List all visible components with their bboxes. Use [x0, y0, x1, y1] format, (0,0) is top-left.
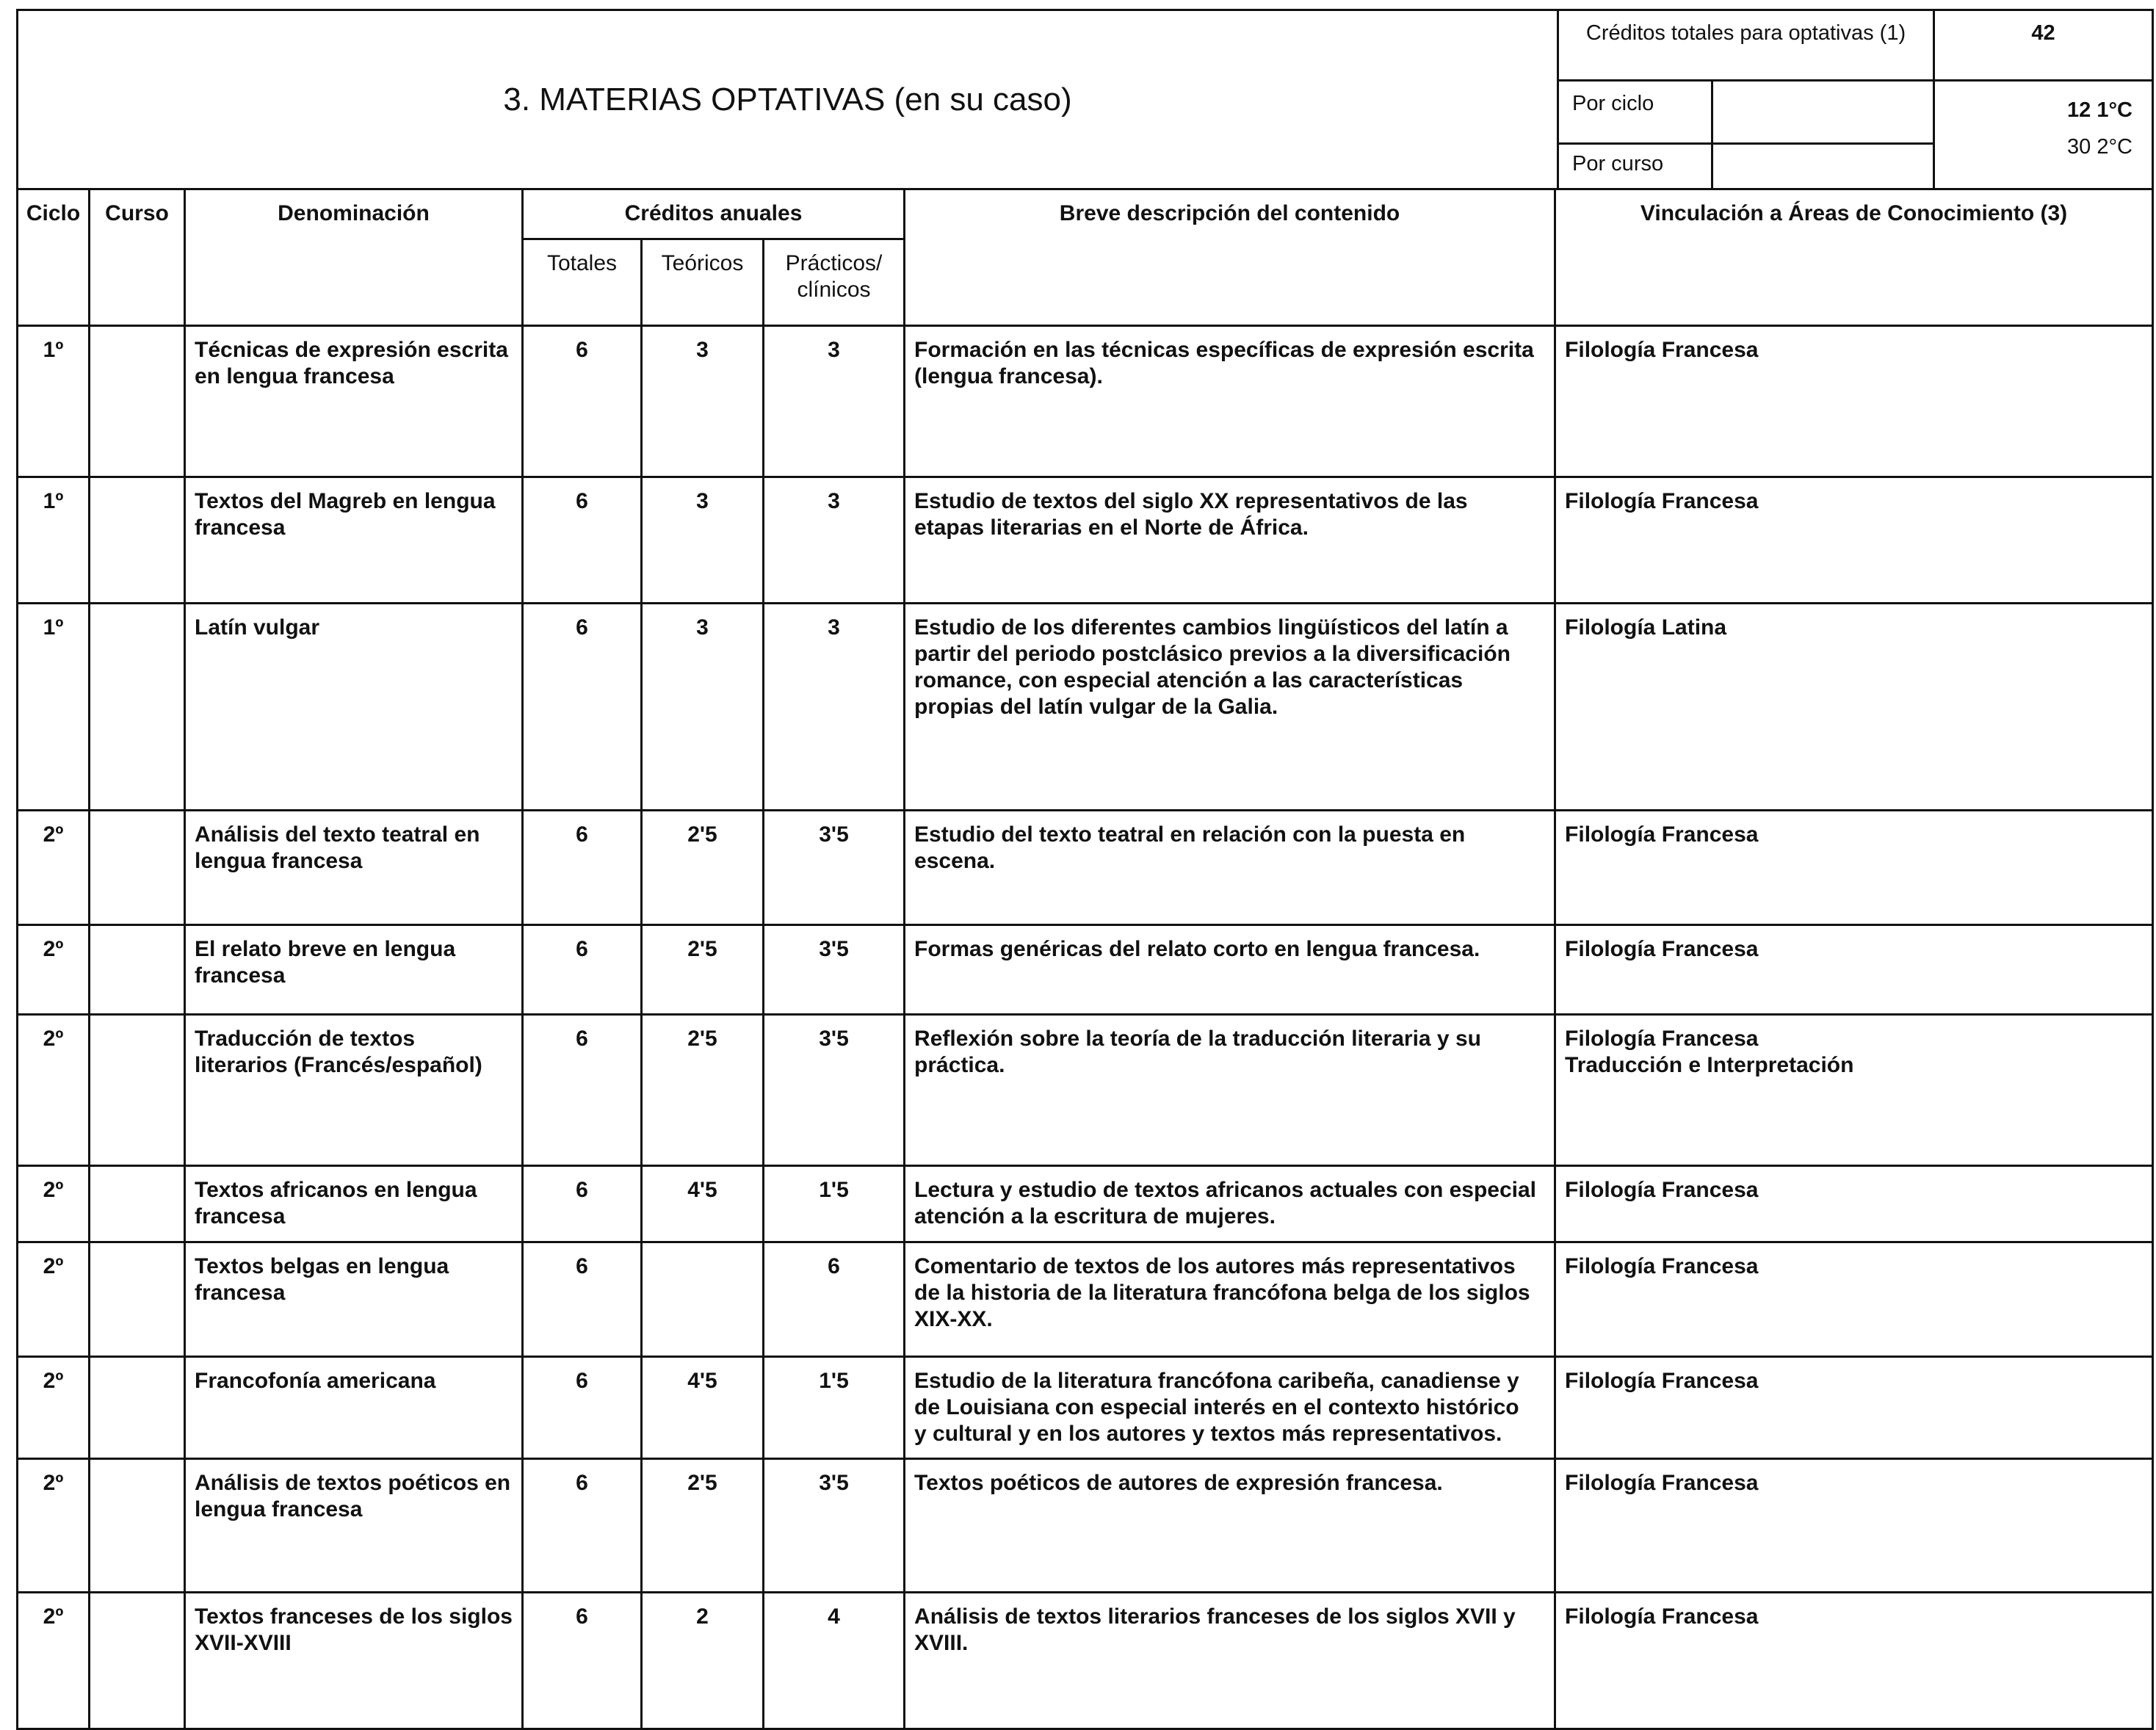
table-row	[18, 1593, 2153, 1729]
totales-cell: 6	[523, 1015, 642, 1166]
areas-cell: Filología Francesa	[1555, 1242, 2153, 1357]
curso-cell	[90, 811, 185, 925]
descripcion-cell: Formas genéricas del relato corto en lengua francesa.	[905, 925, 1555, 1015]
total-credits-value: 42	[1934, 10, 2153, 81]
col-vinculacion: Vinculación a Áreas de Conocimiento (3)	[1555, 189, 2153, 326]
curso-cell	[90, 1593, 185, 1729]
curso-cell	[90, 326, 185, 477]
areas-cell: Filología Francesa Traducción e Interpretación	[1555, 1015, 2153, 1166]
ciclo-cell: 1º	[18, 604, 90, 811]
practicos-cell: 4	[764, 1593, 905, 1729]
practicos-cell: 3'5	[764, 811, 905, 925]
table-row	[18, 326, 2153, 477]
areas-cell: Filología Francesa	[1555, 811, 2153, 925]
table-row	[18, 811, 2153, 925]
areas-cell: Filología Francesa	[1555, 1459, 2153, 1593]
practicos-cell: 3	[764, 604, 905, 811]
table-row	[18, 477, 2153, 604]
table-row	[18, 1166, 2153, 1242]
denominacion-cell: El relato breve en lengua francesa	[185, 925, 523, 1015]
practicos-cell: 3	[764, 477, 905, 604]
col-descripcion: Breve descripción del contenido	[905, 189, 1555, 326]
practicos-cell: 1'5	[764, 1166, 905, 1242]
denominacion-cell: Técnicas de expresión escrita en lengua francesa	[185, 326, 523, 477]
practicos-cell: 3	[764, 326, 905, 477]
teoricos-cell: 2	[642, 1593, 764, 1729]
totales-cell: 6	[523, 1242, 642, 1357]
areas-cell: Filología Francesa	[1555, 1166, 2153, 1242]
totales-cell: 6	[523, 326, 642, 477]
descripcion-cell: Lectura y estudio de textos africanos actuales con especial atención a la escritura de mujeres.	[905, 1166, 1555, 1242]
curso-cell	[90, 1015, 185, 1166]
teoricos-cell: 3	[642, 477, 764, 604]
ciclo-2-credits: 30 2°C	[2067, 135, 2133, 159]
denominacion-cell: Traducción de textos literarios (Francés/español)	[185, 1015, 523, 1166]
ciclo-cell: 1º	[18, 477, 90, 604]
col-teoricos: Teóricos	[642, 239, 764, 326]
col-ciclo: Ciclo	[18, 189, 90, 326]
table-row	[18, 1357, 2153, 1459]
totales-cell: 6	[523, 811, 642, 925]
total-credits-label: Créditos totales para optativas (1)	[1558, 10, 1934, 81]
teoricos-cell: 4'5	[642, 1357, 764, 1459]
subjects-rows	[18, 326, 2153, 1729]
denominacion-cell: Francofonía americana	[185, 1357, 523, 1459]
curso-cell	[90, 477, 185, 604]
curso-cell	[90, 1459, 185, 1593]
areas-cell: Filología Francesa	[1555, 925, 2153, 1015]
teoricos-cell	[642, 1242, 764, 1357]
table-row	[18, 1242, 2153, 1357]
por-ciclo-label: Por ciclo	[1558, 81, 1712, 144]
descripcion-cell: Análisis de textos literarios franceses de los siglos XVII y XVIII.	[905, 1593, 1555, 1729]
denominacion-cell: Análisis del texto teatral en lengua francesa	[185, 811, 523, 925]
denominacion-cell: Textos belgas en lengua francesa	[185, 1242, 523, 1357]
page-title: 3. MATERIAS OPTATIVAS (en su caso)	[18, 10, 1558, 189]
ciclo-credits-value	[1934, 81, 2153, 189]
col-denominacion: Denominación	[185, 189, 523, 326]
denominacion-cell: Textos del Magreb en lengua francesa	[185, 477, 523, 604]
por-curso-value	[1712, 144, 1934, 189]
por-ciclo-value	[1712, 81, 1934, 144]
totales-cell: 6	[523, 925, 642, 1015]
teoricos-cell: 3	[642, 326, 764, 477]
curso-cell	[90, 1357, 185, 1459]
ciclo-cell: 1º	[18, 326, 90, 477]
curso-cell	[90, 1166, 185, 1242]
descripcion-cell: Reflexión sobre la teoría de la traducción literaria y su práctica.	[905, 1015, 1555, 1166]
descripcion-cell: Estudio de los diferentes cambios lingüísticos del latín a partir del periodo postclásico previos a la diversificación romance, con especial atención a las características propias del latín vulgar de la Galia.	[905, 604, 1555, 811]
practicos-cell: 3'5	[764, 925, 905, 1015]
por-curso-label: Por curso	[1558, 144, 1712, 189]
teoricos-cell: 2'5	[642, 925, 764, 1015]
descripcion-cell: Estudio del texto teatral en relación con la puesta en escena.	[905, 811, 1555, 925]
subjects-table	[16, 188, 2154, 1730]
table-row	[18, 1015, 2153, 1166]
col-totales: Totales	[523, 239, 642, 326]
table-row	[18, 604, 2153, 811]
ciclo-cell: 2º	[18, 1166, 90, 1242]
header-table	[16, 9, 2154, 190]
ciclo-cell: 2º	[18, 1015, 90, 1166]
practicos-cell: 1'5	[764, 1357, 905, 1459]
totales-cell: 6	[523, 1593, 642, 1729]
ciclo-1-credits: 12 1°C	[2067, 98, 2133, 122]
col-creditos-anuales: Créditos anuales	[523, 189, 905, 239]
curso-cell	[90, 1242, 185, 1357]
practicos-cell: 6	[764, 1242, 905, 1357]
ciclo-cell: 2º	[18, 811, 90, 925]
denominacion-cell: Textos africanos en lengua francesa	[185, 1166, 523, 1242]
descripcion-cell: Estudio de textos del siglo XX representativos de las etapas literarias en el Norte de África.	[905, 477, 1555, 604]
areas-cell: Filología Francesa	[1555, 1593, 2153, 1729]
materias-optativas-form	[16, 9, 2152, 1705]
descripcion-cell: Textos poéticos de autores de expresión francesa.	[905, 1459, 1555, 1593]
ciclo-cell: 2º	[18, 1593, 90, 1729]
descripcion-cell: Formación en las técnicas específicas de expresión escrita (lengua francesa).	[905, 326, 1555, 477]
curso-cell	[90, 925, 185, 1015]
teoricos-cell: 2'5	[642, 1015, 764, 1166]
col-curso: Curso	[90, 189, 185, 326]
col-practicos: Prácticos/ clínicos	[764, 239, 905, 326]
teoricos-cell: 3	[642, 604, 764, 811]
areas-cell: Filología Latina	[1555, 604, 2153, 811]
ciclo-cell: 2º	[18, 1242, 90, 1357]
ciclo-cell: 2º	[18, 1459, 90, 1593]
totales-cell: 6	[523, 604, 642, 811]
areas-cell: Filología Francesa	[1555, 1357, 2153, 1459]
totales-cell: 6	[523, 1357, 642, 1459]
totales-cell: 6	[523, 1459, 642, 1593]
practicos-cell: 3'5	[764, 1015, 905, 1166]
totales-cell: 6	[523, 477, 642, 604]
teoricos-cell: 2'5	[642, 1459, 764, 1593]
curso-cell	[90, 604, 185, 811]
denominacion-cell: Textos franceses de los siglos XVII-XVIII	[185, 1593, 523, 1729]
table-row	[18, 1459, 2153, 1593]
practicos-cell: 3'5	[764, 1459, 905, 1593]
descripcion-cell: Comentario de textos de los autores más representativos de la historia de la literatura francófona belga de los siglos XIX-XX.	[905, 1242, 1555, 1357]
teoricos-cell: 2'5	[642, 811, 764, 925]
ciclo-cell: 2º	[18, 925, 90, 1015]
denominacion-cell: Latín vulgar	[185, 604, 523, 811]
denominacion-cell: Análisis de textos poéticos en lengua francesa	[185, 1459, 523, 1593]
areas-cell: Filología Francesa	[1555, 477, 2153, 604]
areas-cell: Filología Francesa	[1555, 326, 2153, 477]
table-row	[18, 925, 2153, 1015]
descripcion-cell: Estudio de la literatura francófona caribeña, canadiense y de Louisiana con especial interés en el contexto histórico y cultural y en los autores y textos más representativos.	[905, 1357, 1555, 1459]
teoricos-cell: 4'5	[642, 1166, 764, 1242]
totales-cell: 6	[523, 1166, 642, 1242]
ciclo-cell: 2º	[18, 1357, 90, 1459]
